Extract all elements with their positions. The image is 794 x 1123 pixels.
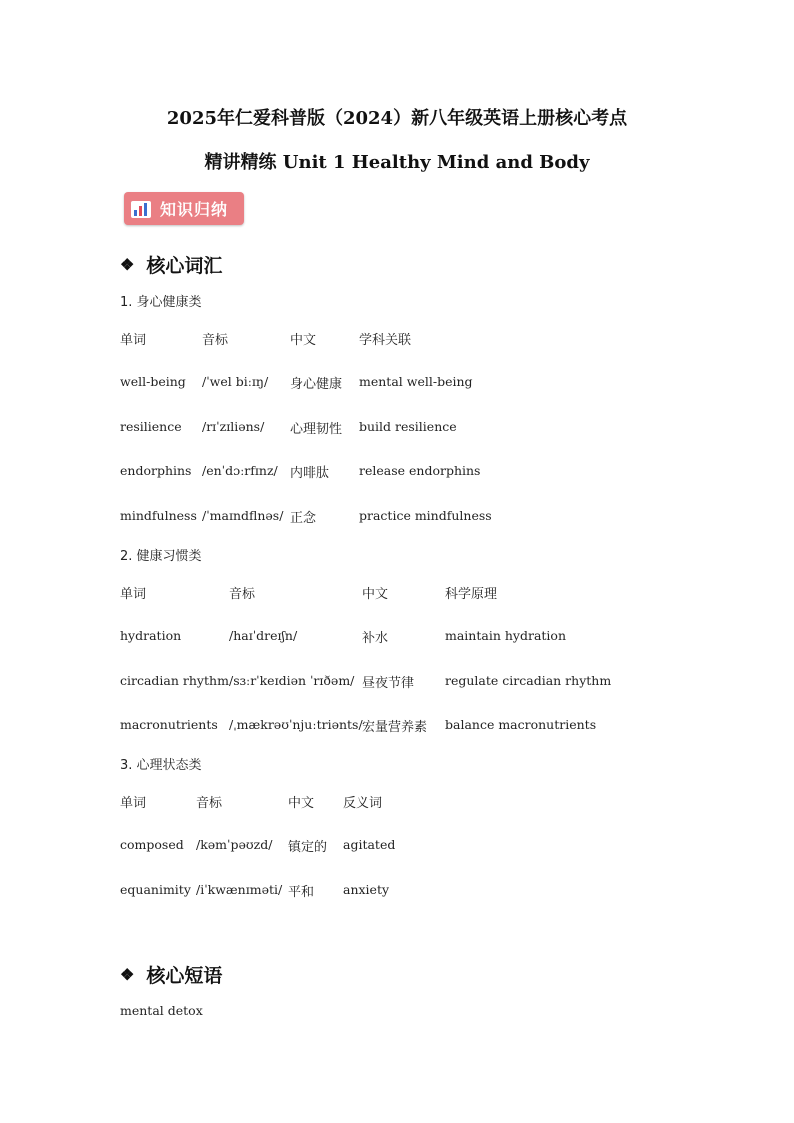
phonetic-cell: /haɪˈdreɪʃn/	[229, 628, 298, 643]
chinese-cell: 宏量营养素	[362, 720, 428, 735]
phonetic-cell: /enˈdɔːrfɪnz/	[202, 463, 278, 478]
column-header: 科学原理	[445, 587, 498, 602]
related-cell: release endorphins	[359, 463, 481, 478]
word-cell: composed	[120, 837, 184, 852]
group-heading: 3. 心理状态类	[120, 758, 202, 773]
column-header: 学科关联	[359, 333, 412, 348]
diamond-bullet-icon: ❖	[120, 255, 135, 274]
section-heading-core-vocabulary	[120, 251, 222, 278]
chinese-cell: 正念	[290, 511, 317, 526]
phonetic-cell: /rɪˈzɪliəns/	[202, 419, 265, 434]
group-heading: 2. 健康习惯类	[120, 549, 202, 564]
chinese-cell: 昼夜节律	[362, 676, 415, 691]
word-cell: hydration	[120, 628, 182, 643]
knowledge-summary-badge	[124, 192, 244, 225]
chinese-cell: 补水	[362, 631, 389, 646]
phonetic-cell: /ˌmækrəʊˈnjuːtriənts/	[229, 717, 363, 732]
chinese-cell: 身心健康	[290, 377, 343, 392]
group-heading: 1. 身心健康类	[120, 295, 202, 310]
principle-cell: balance macronutrients	[445, 717, 597, 732]
word-cell: macronutrients	[120, 717, 218, 732]
column-header: 单词	[120, 796, 147, 811]
document-title-line-1: 2025年仁爱科普版（2024）新八年级英语上册核心考点	[166, 108, 628, 129]
phrase-item: mental detox	[120, 1003, 203, 1018]
antonym-cell: anxiety	[343, 882, 390, 897]
word-cell: equanimity	[120, 882, 191, 897]
word-cell: well-being	[120, 374, 186, 389]
diamond-bullet-icon: ❖	[120, 965, 135, 984]
column-header: 单词	[120, 587, 147, 602]
phonetic-cell: /kəmˈpəʊzd/	[196, 837, 273, 852]
section-title: 核心词汇	[146, 255, 223, 277]
section-heading-core-phrases	[120, 961, 222, 988]
badge-label: 知识归纳	[160, 200, 229, 219]
related-cell: mental well-being	[359, 374, 473, 389]
chinese-cell: 镇定的	[288, 840, 328, 855]
principle-cell: regulate circadian rhythm	[445, 673, 612, 688]
book-chart-icon	[130, 198, 152, 220]
column-header: 单词	[120, 333, 147, 348]
column-header: 音标	[202, 333, 229, 348]
chinese-cell: 内啡肽	[290, 466, 330, 481]
phonetic-cell: /sɜːrˈkeɪdiən ˈrɪðəm/	[229, 673, 355, 688]
column-header: 音标	[229, 587, 256, 602]
related-cell: practice mindfulness	[359, 508, 492, 523]
column-header: 音标	[196, 796, 223, 811]
phonetic-cell: /ˈmaɪndflnəs/	[202, 508, 284, 523]
principle-cell: maintain hydration	[445, 628, 566, 643]
chinese-cell: 平和	[288, 885, 315, 900]
column-header: 中文	[290, 333, 317, 348]
antonym-cell: agitated	[343, 837, 396, 852]
column-header: 反义词	[343, 796, 383, 811]
document-title-line-2: 精讲精练 Unit 1 Healthy Mind and Body	[204, 152, 590, 173]
phonetic-cell: /iˈkwænɪməti/	[196, 882, 283, 897]
word-cell: resilience	[120, 419, 182, 434]
related-cell: build resilience	[359, 419, 457, 434]
word-cell: circadian rhythm	[120, 673, 229, 688]
section-title: 核心短语	[146, 965, 223, 987]
chinese-cell: 心理韧性	[290, 422, 343, 437]
column-header: 中文	[288, 796, 315, 811]
word-cell: endorphins	[120, 463, 192, 478]
column-header: 中文	[362, 587, 389, 602]
word-cell: mindfulness	[120, 508, 197, 523]
phonetic-cell: /ˈwel biːɪŋ/	[202, 374, 269, 389]
